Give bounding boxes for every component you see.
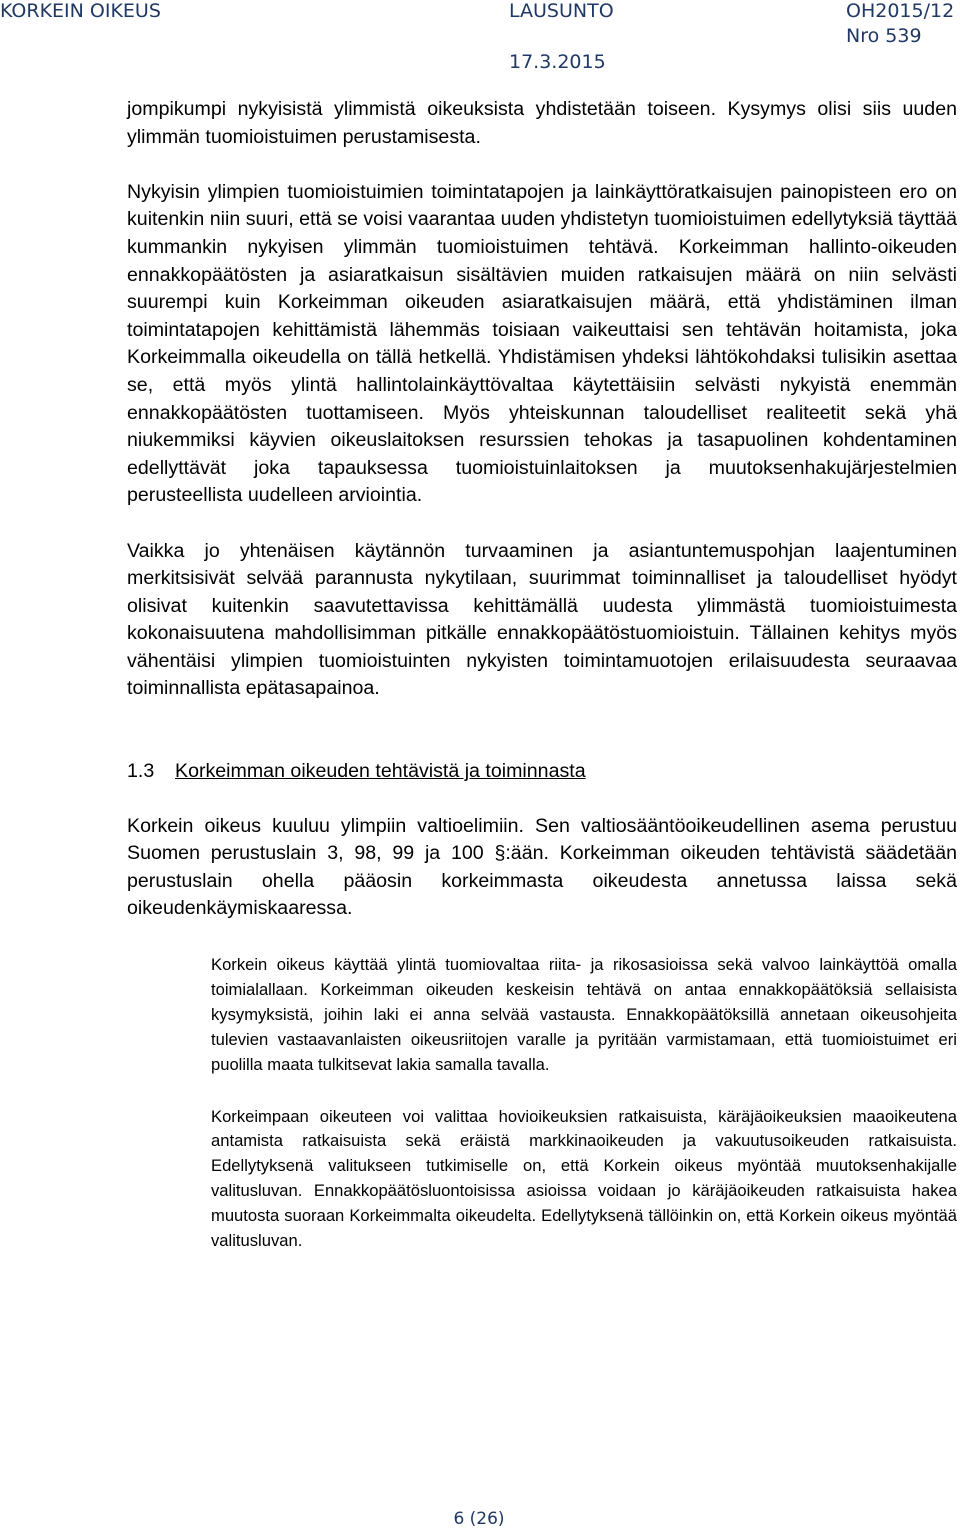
header-date: 17.3.2015	[509, 51, 606, 73]
header-document-code: OH2015/12	[846, 0, 955, 22]
paragraph-benefits: Vaikka jo yhtenäisen käytännön turvaaminen ja asiantuntemuspohjan laajentuminen merkitsisivät selvää parannusta nykytilaan, suurimmat toiminnalliset ja taloudelliset hyödyt olisivat kuitenkin saavutettavissa kehittämällä uudesta ylimmästä tuomioistuimesta kokonaisuutena mahdollisimman pitkälle ennakkopäätöstuomioistuin. Tällainen kehitys myös vähentäisi ylimpien tuomioistuinten nykyisten toimintamuotojen erilaisuudesta seuraavaa toiminnallista epätasapainoa.	[127, 539, 957, 700]
quote-court-duties: Korkein oikeus käyttää ylintä tuomiovaltaa riita- ja rikosasioissa sekä valvoo lainkäyttöä omalla toimialallaan. Korkeimman oikeuden keskeisin tehtävä on antaa ennakkopäätöksiä sellaisista kysymyksistä, joihin laki ei anna selvää vastausta. Ennakkopäätöksillä annetaan oikeusohjeita tulevien vastaavanlaisten oikeusriitojen varalle ja pyritään varmistamaan, että tuomioistuimet eri puolilla maata tulkitsevat lakia samalla tavalla.	[211, 955, 957, 1074]
section-title: Korkeimman oikeuden tehtävistä ja toiminnasta	[175, 760, 586, 783]
paragraph-continuation: jompikumpi nykyisistä ylimmistä oikeuksista yhdistetään toiseen. Kysymys olisi siis uuden ylimmän tuomioistuimen perustamisesta.	[127, 98, 957, 148]
quote-appeals: Korkeimpaan oikeuteen voi valittaa hovioikeuksien ratkaisuista, käräjäoikeuksien maaoikeutena antamista ratkaisuista sekä eräistä markkinaoikeuden ja vakuutusoikeuden ratkaisuista. Edellytyksenä valitukseen tutkimiselle on, että Korkein oikeus myöntää muutoksenhakijalle valitusluvan. Ennakkopäätösluontoisissa asioissa voidaan jo käräjäoikeuden ratkaisuista hakea muutosta suoraan Korkeimmalta oikeudelta. Edellytyksenä tällöinkin on, että Korkein oikeus myöntää valitusluvan.	[211, 1106, 957, 1251]
page-number: 6 (26)	[453, 1509, 505, 1529]
header-organization: KORKEIN OIKEUS	[0, 0, 161, 22]
paragraph-differences: Nykyisin ylimpien tuomioistuimien toimintatapojen ja lainkäyttöratkaisujen painopisteen ero on kuitenkin niin suuri, että se voisi vaarantaa uuden yhdistetyn tuomioistuimen edellytyksiä täyttää kummankin nykyisen ylimmän tuomioistuimen tehtävä. Korkeimman hallinto-oikeuden ennakkopäätösten ja asiaratkaisun sisältävien muiden ratkaisujen määrä on niin selvästi suurempi kuin Korkeimman oikeuden asiaratkaisujen määrä, että yhdistäminen ilman toimintatapojen kehittämistä lähemmäs toisiaan vaikeuttaisi sen tehtävän hoitamista, joka Korkeimmalla oikeudella on tällä hetkellä. Yhdistämisen yhdeksi lähtökohdaksi tulisikin asettaa se, että myös ylintä hallintolainkäyttövaltaa käytettäisiin selvästi nykyistä enemmän ennakkopäätösten tuottamiseen. Myös yhteiskunnan taloudelliset realiteetit sekä yhä niukemmiksi käyvien oikeuslaitoksen resurssien tehokas ja tasapuolinen kohdentaminen edellyttävät joka tapauksessa tuomioistuinlaitoksen ja muutoksenhakujärjestelmien perusteellista uudelleen arviointia.	[127, 180, 957, 507]
page-footer	[0, 1509, 960, 1529]
section-heading	[127, 758, 957, 786]
document-body	[127, 96, 957, 1254]
header-document-number: Nro 539	[846, 25, 922, 47]
header-document-type: LAUSUNTO	[509, 0, 614, 22]
page-header	[0, 0, 960, 80]
section-number: 1.3	[127, 760, 155, 783]
paragraph-supreme-court-status: Korkein oikeus kuuluu ylimpiin valtioelimiin. Sen valtiosääntöoikeudellinen asema perustuu Suomen perustuslain 3, 98, 99 ja 100 §:ään. Korkeimman oikeuden tehtävistä säädetään perustuslain ohella pääosin korkeimmasta oikeudesta annetussa laissa sekä oikeudenkäymiskaaressa.	[127, 814, 957, 920]
